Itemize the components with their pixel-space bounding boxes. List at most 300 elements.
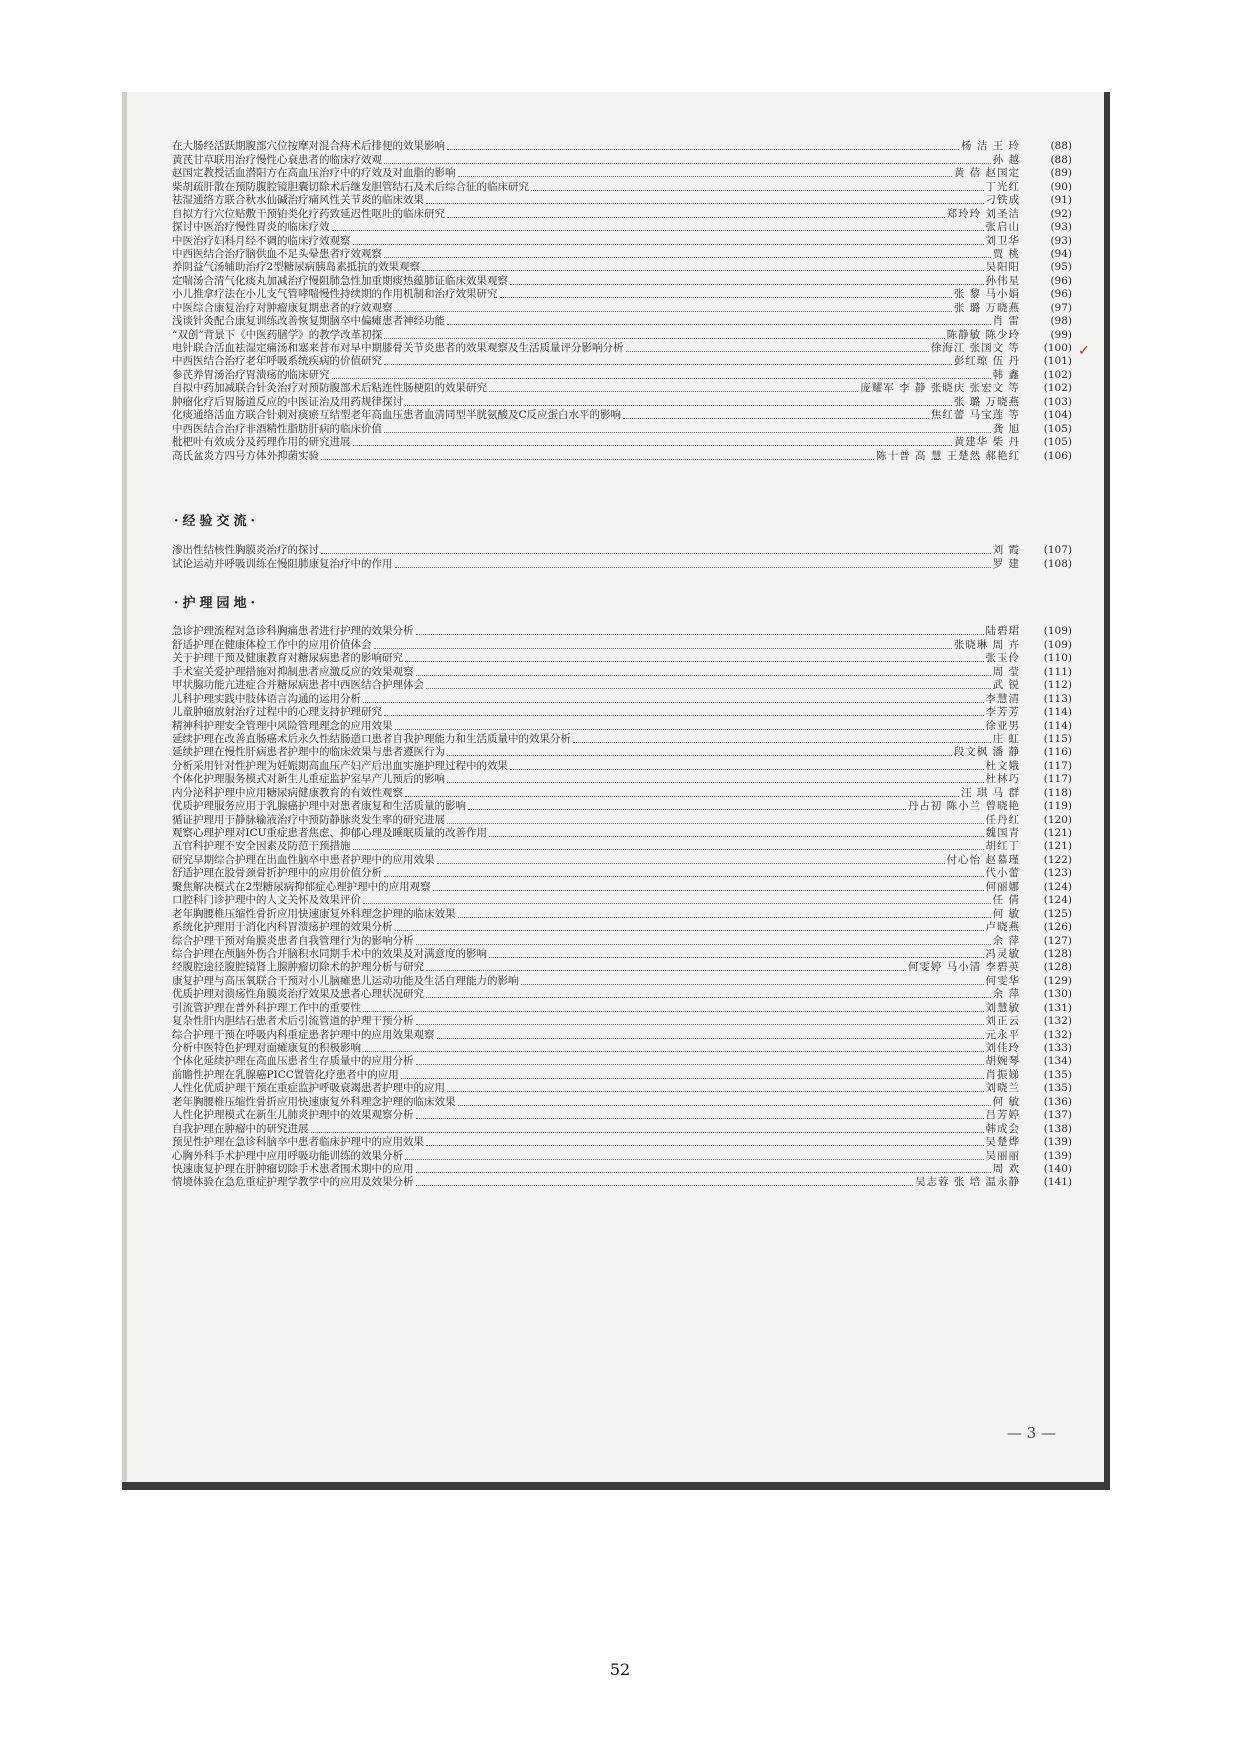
entry-page: (117) (1043, 773, 1072, 786)
entry-title: 关于护理干预及健康教育对糖尿病患者的影响研究 (172, 652, 403, 665)
leader-dots (363, 702, 984, 703)
leader-dots (332, 230, 984, 231)
entry-title: 综合护理干预对角膜炎患者自我管理行为的影响分析 (172, 934, 414, 947)
entry-page: (120) (1043, 813, 1072, 826)
leader-dots (405, 405, 952, 406)
entry-authors: 张晓琳 周 卉 (953, 638, 1020, 651)
leader-dots (437, 863, 945, 864)
entry-title: 前瞻性护理在乳腺癌PICC置管化疗患者中的应用 (172, 1068, 399, 1081)
entry-title: 老年胸腰椎压缩性骨折应用快速康复外科理念护理的临床效果 (172, 907, 456, 920)
entry-page: (113) (1043, 692, 1072, 705)
leader-dots (416, 1064, 984, 1065)
entry-page: (100) (1043, 342, 1072, 354)
entry-page: (128) (1043, 961, 1072, 974)
entry-title: 引流管护理在普外科护理工作中的重要性 (172, 1001, 361, 1014)
entry-authors: 付心怡 赵慕瑾 (946, 853, 1020, 866)
leader-dots (353, 244, 984, 245)
entry-title: 分析采用针对性护理为妊娠期高血压产妇产后出血实施护理过程中的效果 (172, 759, 508, 772)
entry-authors: 刘正云 (985, 1015, 1020, 1028)
leader-dots (422, 270, 983, 271)
entry-title: 循证护理用于静脉输液治疗中预防静脉炎发生率的研究进展 (172, 813, 445, 826)
entry-page: (98) (1050, 315, 1072, 328)
entry-authors: 徐海江 张国文 等 (930, 342, 1020, 354)
entry-authors: 元永平 (985, 1028, 1020, 1041)
entry-page: (114) (1043, 706, 1072, 719)
entry-authors: 胡婉琴 (985, 1055, 1020, 1068)
toc-entry (172, 248, 1072, 261)
entry-page: (109) (1043, 625, 1072, 638)
leader-dots (447, 755, 952, 756)
toc-entry (172, 395, 1072, 408)
entry-page: (93) (1050, 234, 1072, 247)
entry-authors: 郑玲玲 刘圣洁 (946, 207, 1020, 220)
pen-check-mark: ✓ (1078, 343, 1090, 359)
leader-dots (458, 176, 952, 177)
entry-authors: 张 黎 马小娟 (953, 288, 1020, 301)
entry-page: (127) (1043, 934, 1072, 947)
entry-page: (110) (1043, 652, 1072, 665)
toc-entry (172, 773, 1072, 786)
entry-title: 电针联合活血祛湿定痛汤和塞来昔布对早中期膝骨关节炎患者的效果观察及生活质量评分影响分析 (172, 342, 624, 354)
entry-authors: 余 萍 (992, 934, 1020, 947)
entry-title: 自我护理在肿瘤中的研究进展 (172, 1122, 309, 1135)
entry-authors: 卢晓燕 (985, 921, 1020, 934)
entry-page: (122) (1043, 853, 1072, 866)
entry-title: 急诊护理流程对急诊科胸痛患者进行护理的效果分析 (172, 625, 414, 638)
entry-title: 参芪养胃汤治疗胃溃疡的临床研究 (172, 368, 330, 381)
entry-page: (97) (1050, 301, 1072, 314)
toc-entry (172, 261, 1072, 274)
leader-dots (311, 1132, 984, 1133)
entry-page: (96) (1050, 288, 1072, 301)
entry-page: (105) (1043, 436, 1072, 449)
leader-dots (433, 890, 984, 891)
entry-authors: 龚 旭 (992, 422, 1020, 435)
leader-dots (623, 418, 929, 419)
entry-title: 在大肠经活跃期腹部穴位按摩对混合痔术后排便的效果影响 (172, 140, 445, 153)
entry-title: 聚焦解决模式在2型糖尿病抑郁症心理护理中的应用观察 (172, 880, 431, 893)
entry-page: (125) (1043, 907, 1072, 920)
entry-title: 肿瘤化疗后胃肠道反应的中医证治及用药规律探讨 (172, 395, 403, 408)
entry-page: (124) (1043, 880, 1072, 893)
toc-entry (172, 1055, 1072, 1068)
toc-entry (172, 153, 1072, 166)
entry-title: 人性化护理模式在新生儿肺炎护理中的效果观察分析 (172, 1109, 414, 1122)
entry-authors: 孙 越 (992, 153, 1020, 166)
leader-dots (447, 324, 991, 325)
leader-dots (405, 796, 959, 797)
entry-title: 儿科护理实践中肢体语言沟通的运用分析 (172, 692, 361, 705)
leader-dots (426, 688, 991, 689)
section-heading-experience: ·经验交流· (174, 514, 260, 529)
leader-dots (384, 364, 952, 365)
entry-page: (140) (1043, 1162, 1072, 1175)
entry-title: 经腹腔途径腹腔镜肾上腺肿瘤切除术的护理分析与研究 (172, 961, 424, 974)
toc-entry (172, 274, 1072, 287)
entry-page: (94) (1050, 247, 1072, 260)
entry-authors: 肖振娣 (985, 1068, 1020, 1081)
toc-entry (172, 652, 1072, 665)
leader-dots (489, 836, 983, 837)
entry-title: 心胸外科手术护理中应用呼吸功能训练的效果分析 (172, 1149, 403, 1162)
entry-authors: 杜文娥 (985, 759, 1020, 772)
entry-page: (124) (1043, 894, 1072, 907)
leader-dots (510, 284, 984, 285)
entry-page: (129) (1043, 974, 1072, 987)
entry-title: 优质护理对溃疡性角膜炎治疗效果及患者心理状况研究 (172, 988, 424, 1001)
toc-entry (172, 894, 1072, 907)
entry-authors: 陈十普 高 慧 王楚然 郝艳红 (876, 449, 1020, 462)
entry-page: (91) (1050, 194, 1072, 207)
entry-title: 研究早期综合护理在出血性脑卒中患者护理中的应用效果 (172, 853, 435, 866)
toc-entry (172, 436, 1072, 449)
toc-entry (172, 557, 1072, 570)
entry-title: 预见性护理在急诊科脑卒中患者临床护理中的应用效果 (172, 1136, 424, 1149)
entry-authors: 魏国青 (985, 827, 1020, 839)
toc-entry (172, 1042, 1072, 1055)
entry-title: 观察心理护理对ICU重症患者焦虑、抑郁心理及睡眠质量的改善作用 (172, 827, 488, 839)
toc-entry (172, 692, 1072, 705)
entry-title: 枇杷叶有效成分及药理作用的研究进展 (172, 436, 351, 449)
leader-dots (447, 1091, 984, 1092)
leader-dots (521, 984, 984, 985)
toc-entry (172, 1109, 1072, 1122)
entry-authors: 何 敏 (992, 1095, 1020, 1108)
leader-dots (363, 903, 991, 904)
entry-authors: 刘卫华 (985, 234, 1020, 247)
entry-page: (141) (1043, 1176, 1072, 1189)
entry-authors: 孙伟星 (985, 274, 1020, 287)
entry-title: 康复护理与高压氧联合干预对小儿脑瘫患儿运动功能及生活自理能力的影响 (172, 974, 519, 987)
toc-entry (172, 1068, 1072, 1081)
entry-title: 个体化护理服务模式对新生儿重症监护室早产儿预后的影响 (172, 773, 445, 786)
leader-dots (447, 217, 945, 218)
entry-title: 高氏盆炎方四号方体外抑菌实验 (172, 449, 319, 462)
leader-dots (353, 849, 984, 850)
toc-section-experience (172, 544, 1072, 571)
entry-authors: 黄建华 柴 丹 (953, 436, 1020, 449)
entry-authors: 代小蕾 (985, 867, 1020, 880)
entry-title: 口腔科门诊护理中的人文关怀及效果评价 (172, 894, 361, 907)
leader-dots (384, 257, 991, 258)
toc-entry (172, 706, 1072, 719)
toc-entry (172, 948, 1072, 961)
entry-page: (133) (1043, 1042, 1072, 1054)
entry-title: 自拟中药加减联合针灸治疗对预防腹部术后粘连性肠梗阻的效果研究 (172, 382, 487, 395)
entry-title: 个体化延续护理在高血压患者生存质量中的应用分析 (172, 1055, 414, 1068)
toc-entry (172, 355, 1072, 368)
scanned-toc-page (122, 92, 1110, 1490)
entry-page: (121) (1043, 827, 1072, 839)
entry-authors: 任 倩 (992, 894, 1020, 907)
entry-authors: 肖 雷 (992, 315, 1020, 328)
entry-page: (118) (1043, 786, 1072, 799)
toc-entry (172, 1028, 1072, 1041)
leader-dots (468, 809, 906, 810)
entry-title: “双创”背景下《中医药膳学》的教学改革初探 (172, 328, 383, 341)
toc-entry (172, 719, 1072, 732)
entry-page: (119) (1043, 800, 1072, 813)
leader-dots (531, 190, 984, 191)
entry-authors: 张 璐 万晓燕 (953, 395, 1020, 408)
entry-title: 延续护理在慢性肝病患者护理中的临床效果与患者遵医行为 (172, 746, 445, 759)
entry-authors: 吕芳婷 (985, 1109, 1020, 1122)
entry-page: (117) (1043, 759, 1072, 772)
entry-page: (108) (1043, 557, 1072, 570)
entry-page: (130) (1043, 988, 1072, 1001)
entry-title: 内分泌科护理中应用糖尿病健康教育的有效性观察 (172, 786, 403, 799)
toc-entry (172, 409, 1072, 422)
toc-entry (172, 1163, 1072, 1176)
toc-entry (172, 867, 1072, 880)
entry-authors: 张 璐 万晓燕 (953, 301, 1020, 314)
entry-page: (114) (1043, 719, 1072, 732)
leader-dots (363, 1011, 984, 1012)
toc-entry (172, 880, 1072, 893)
entry-authors: 何雯婷 马小清 李碧英 (907, 961, 1020, 974)
leader-dots (405, 1159, 984, 1160)
toc-entry (172, 800, 1072, 813)
leader-dots (458, 1105, 991, 1106)
leader-dots (573, 742, 991, 743)
entry-page: (132) (1043, 1015, 1072, 1028)
entry-authors: 刁铁成 (985, 194, 1020, 207)
entry-page: (135) (1043, 1068, 1072, 1081)
entry-title: 浅谈针灸配合康复训练改善恢复期脑卒中偏瘫患者神经功能 (172, 315, 445, 328)
entry-title: 人性化优质护理干预在重症监护呼吸衰竭患者护理中的应用 (172, 1082, 445, 1095)
entry-page: (128) (1043, 947, 1072, 960)
entry-authors: 刘慧敏 (985, 1001, 1020, 1014)
entry-authors: 李慧清 (985, 692, 1020, 705)
toc-entry (172, 853, 1072, 866)
leader-dots (510, 769, 984, 770)
entry-page: (111) (1043, 665, 1072, 678)
entry-page: (105) (1043, 422, 1072, 435)
entry-title: 延续护理在改善直肠癌术后永久性结肠造口患者自我护理能力和生活质量中的效果分析 (172, 732, 571, 745)
toc-entry (172, 422, 1072, 435)
entry-title: 舒适护理在股骨颈骨折护理中的应用价值分析 (172, 867, 382, 880)
entry-title: 老年胸腰椎压缩性骨折应用快速康复外科理念护理的临床效果 (172, 1095, 456, 1108)
leader-dots (426, 970, 906, 971)
toc-entry (172, 368, 1072, 381)
entry-page: (92) (1050, 207, 1072, 220)
entry-page: (99) (1050, 328, 1072, 341)
leader-dots (384, 338, 944, 339)
entry-authors: 徐亚男 (985, 719, 1020, 732)
toc-entry (172, 1136, 1072, 1149)
entry-page: (95) (1050, 261, 1072, 274)
toc-entry (172, 234, 1072, 247)
entry-page: (123) (1043, 867, 1072, 880)
leader-dots (447, 823, 984, 824)
leader-dots (489, 391, 858, 392)
toc-entry (172, 974, 1072, 987)
leader-dots (416, 1024, 984, 1025)
leader-dots (353, 445, 952, 446)
section-heading-nursing: ·护理园地· (174, 596, 260, 611)
entry-authors: 何 敏 (992, 907, 1020, 920)
entry-page: (90) (1050, 180, 1072, 193)
toc-entry (172, 167, 1072, 180)
entry-authors: 罗 建 (992, 557, 1020, 570)
entry-page: (116) (1043, 746, 1072, 759)
toc-entry (172, 961, 1072, 974)
leader-dots (416, 675, 991, 676)
toc-entry (172, 759, 1072, 772)
entry-title: 综合护理干预在呼吸内科重症患者护理中的应用效果观察 (172, 1028, 435, 1041)
toc-entry (172, 544, 1072, 557)
toc-entry (172, 194, 1072, 207)
entry-authors: 黄 蓓 赵国定 (953, 167, 1020, 180)
entry-page: (139) (1043, 1136, 1072, 1149)
entry-title: 精神科护理安全管理中风险管理理念的应用效果 (172, 719, 393, 732)
leader-dots (384, 432, 991, 433)
entry-title: 分析中医特色护理对面瘫康复的积极影响 (172, 1042, 361, 1054)
entry-authors: 焦红蕾 马宝莲 等 (930, 409, 1020, 422)
entry-authors: 武 锐 (992, 679, 1020, 692)
entry-page: (132) (1043, 1028, 1072, 1041)
entry-authors: 陆碧珺 (985, 625, 1020, 638)
leader-dots (416, 944, 991, 945)
toc-section-nursing (172, 625, 1072, 1189)
entry-authors: 汪 琪 马 群 (960, 786, 1020, 799)
leader-dots (416, 634, 984, 635)
toc-entry (172, 638, 1072, 651)
entry-title: 中西医结合治疗非酒精性脂肪肝病的临床价值 (172, 422, 382, 435)
document-page-number: 52 (609, 1660, 631, 1679)
entry-title: 祛湿通络方联合秋水仙碱治疗痛风性关节炎的临床效果 (172, 194, 424, 207)
toc-entry (172, 1001, 1072, 1014)
entry-authors: 彭红琼 伍 丹 (953, 355, 1020, 368)
toc-entry (172, 180, 1072, 193)
entry-page: (136) (1043, 1095, 1072, 1108)
entry-page: (115) (1043, 732, 1072, 745)
toc-entry (172, 1095, 1072, 1108)
entry-page: (93) (1050, 221, 1072, 234)
entry-page: (138) (1043, 1122, 1072, 1135)
entry-authors: 丁光红 (985, 180, 1020, 193)
entry-authors: 刘晓兰 (985, 1082, 1020, 1095)
toc-entry (172, 301, 1072, 314)
leader-dots (458, 917, 991, 918)
entry-authors: 胡红丁 (985, 840, 1020, 853)
entry-title: 快速康复护理在肝肿瘤切除手术患者围术期中的应用 (172, 1162, 414, 1175)
entry-page: (88) (1050, 153, 1072, 166)
entry-title: 复杂性肝内胆结石患者术后引流管道的护理干预分析 (172, 1015, 414, 1028)
leader-dots (384, 163, 991, 164)
entry-authors: 周 欢 (992, 1162, 1020, 1175)
leader-dots (384, 715, 984, 716)
entry-page: (134) (1043, 1055, 1072, 1068)
entry-page: (96) (1050, 274, 1072, 287)
entry-title: 探讨中医治疗慢性胃炎的临床疗效 (172, 221, 330, 234)
leader-dots (447, 782, 984, 783)
entry-page: (137) (1043, 1109, 1072, 1122)
leader-dots (384, 876, 984, 877)
entry-title: 优质护理服务应用于乳腺癌护理中对患者康复和生活质量的影响 (172, 800, 466, 813)
entry-authors: 庞耀军 李 静 张晓庆 张宏文 等 (860, 382, 1020, 395)
entry-title: 手术室关爱护理措施对抑制患者应激反应的效果观察 (172, 665, 414, 678)
entry-authors: 余 萍 (992, 988, 1020, 1001)
toc-entry (172, 934, 1072, 947)
leader-dots (332, 378, 991, 379)
entry-authors: 韩 鑫 (992, 368, 1020, 381)
toc-entry (172, 679, 1072, 692)
toc-entry (172, 665, 1072, 678)
entry-title: 养阴益气汤辅助治疗2型糖尿病胰岛素抵抗的效果观察 (172, 261, 421, 274)
entry-authors: 刘佳玲 (985, 1042, 1020, 1054)
leader-dots (426, 997, 991, 998)
toc-entry (172, 827, 1072, 840)
entry-authors: 段文枫 潘 静 (953, 746, 1020, 759)
entry-title: 小儿推拿疗法在小儿支气管哮喘慢性持续期的作用机制和治疗效果研究 (172, 288, 498, 301)
toc-entry (172, 221, 1072, 234)
leader-dots (401, 1078, 984, 1079)
entry-page: (112) (1043, 679, 1072, 692)
entry-title: 中西医结合治疗脑供血不足头晕患者疗效观察 (172, 247, 382, 260)
leader-dots (395, 729, 984, 730)
leader-dots (426, 203, 984, 204)
leader-dots (395, 567, 991, 568)
toc-entry (172, 625, 1072, 638)
entry-title: 柴胡疏肝散在预防腹腔镜胆囊切除术后继发胆管结石及术后综合征的临床研究 (172, 180, 529, 193)
entry-title: 儿童肿瘤放射治疗过程中的心理支持护理研究 (172, 706, 382, 719)
toc-entry (172, 813, 1072, 826)
toc-entry (172, 840, 1072, 853)
entry-page: (139) (1043, 1149, 1072, 1162)
leader-dots (363, 1051, 984, 1052)
leader-dots (447, 149, 959, 150)
toc-entry (172, 1122, 1072, 1135)
entry-title: 试论运动并呼吸训练在慢阻肺康复治疗中的作用 (172, 557, 393, 570)
leader-dots (395, 311, 952, 312)
entry-title: 中西医结合治疗老年呼吸系统疾病的价值研究 (172, 355, 382, 368)
entry-page: (104) (1043, 409, 1072, 422)
entry-authors: 韩成会 (985, 1122, 1020, 1135)
entry-title: 化痰通络活血方联合针刺对痰瘀互结型老年高血压患者血清同型半胱氨酸及C反应蛋白水平的影响 (172, 409, 622, 422)
entry-authors: 张玉伶 (985, 652, 1020, 665)
entry-title: 自拟方行穴位贴敷干预铂类化疗药致延迟性呕吐的临床研究 (172, 207, 445, 220)
leader-dots (489, 957, 984, 958)
toc-entry (172, 786, 1072, 799)
toc-entry (172, 746, 1072, 759)
leader-dots (374, 648, 952, 649)
entry-authors: 张启山 (985, 221, 1020, 234)
toc-entry (172, 288, 1072, 301)
leader-dots (426, 1145, 984, 1146)
entry-page: (106) (1043, 449, 1072, 462)
entry-authors: 周 莹 (992, 665, 1020, 678)
entry-authors: 任丹红 (985, 813, 1020, 826)
entry-authors: 吴楚烨 (985, 1136, 1020, 1149)
toc-entry (172, 449, 1072, 462)
entry-page: (102) (1043, 382, 1072, 395)
entry-title: 五官科护理不安全因素及防范干预措施 (172, 840, 351, 853)
toc-entry (172, 1149, 1072, 1162)
entry-authors: 陈静敏 陈少玲 (946, 328, 1020, 341)
leader-dots (416, 1185, 913, 1186)
toc-entry (172, 342, 1072, 355)
entry-authors: 吴阳阳 (985, 261, 1020, 274)
entry-title: 综合护理在颅脑外伤合并脑积水同期手术中的效果及对满意度的影响 (172, 947, 487, 960)
entry-authors: 杜林巧 (985, 773, 1020, 786)
entry-page: (135) (1043, 1082, 1072, 1095)
entry-authors: 吴丽丽 (985, 1149, 1020, 1162)
entry-title: 渗出性结核性胸膜炎治疗的探讨 (172, 544, 319, 557)
entry-page: (131) (1043, 1001, 1072, 1014)
journal-page-number: — 3 — (1006, 1424, 1056, 1442)
entry-title: 中医综合康复治疗对肿瘤康复期患者的疗效观察 (172, 301, 393, 314)
